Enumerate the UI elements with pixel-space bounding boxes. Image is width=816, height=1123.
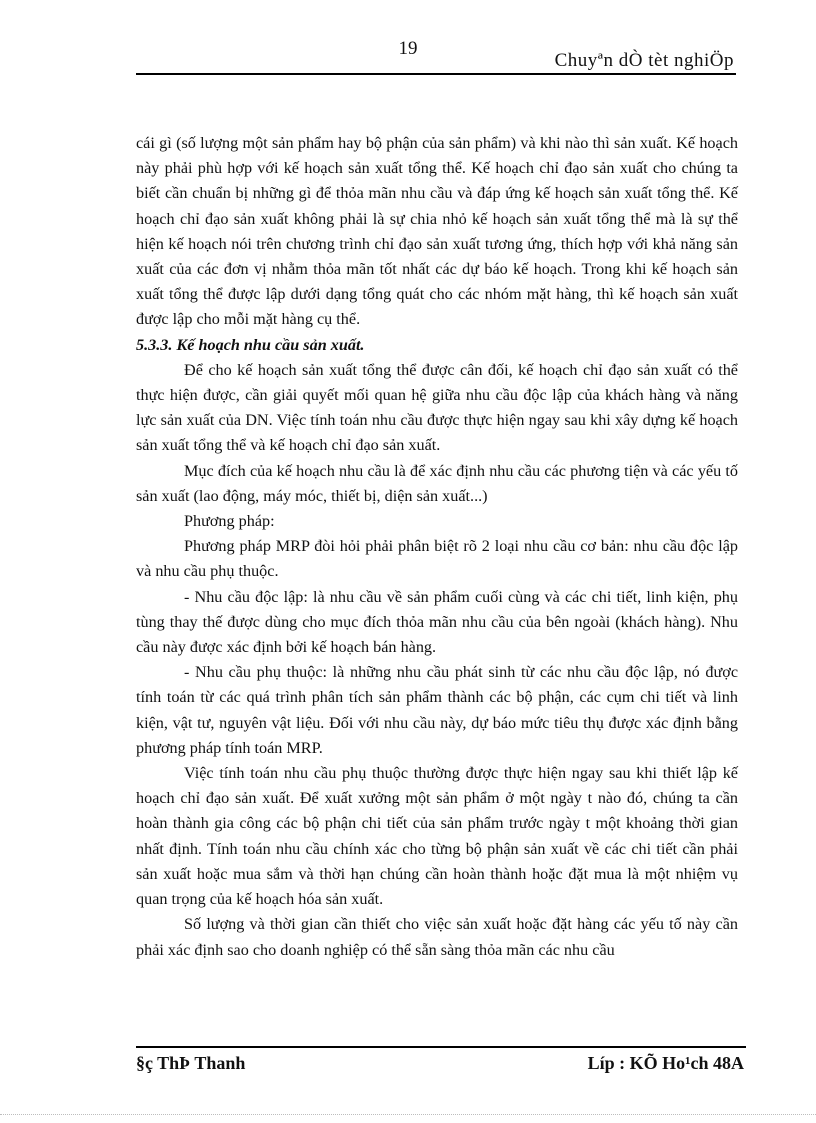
paragraph-4: Phương pháp: [184, 512, 275, 531]
section-heading: 5.3.3. Kế hoạch nhu cầu sản xuất. [136, 335, 365, 354]
document-body [136, 131, 738, 963]
paragraph-2: Để cho kế hoạch sản xuất tổng thể được cân đối, kế hoạch chỉ đạo sản xuất có thể thực hiện được, cần giải quyết mối quan hệ giữa nhu cầu độc lập của khách hàng và năng lực sản xuất của DN. Việc tính toán nhu cầu được thực hiện ngay sau khi xây dựng kế hoạch sản xuất tổng thể và kế hoạch chỉ đạo sản xuất. [136, 360, 738, 455]
footer-author: §ç ThÞ Thanh [136, 1053, 246, 1073]
paragraph-8: Việc tính toán nhu cầu phụ thuộc thường được thực hiện ngay sau khi thiết lập kế hoạch chỉ đạo sản xuất. Để xuất xưởng một sản phẩm ở một ngày t nào đó, chúng ta cần hoàn thành gia công các bộ phận chi tiết của sản phẩm trước ngày t một khoảng thời gian nhất định. Tính toán nhu cầu chính xác cho từng bộ phận sản xuất về các chi tiết cần phải sản xuất hoặc mua sắm và thời hạn chúng cần hoàn thành hoặc đặt mua là một nhiệm vụ quan trọng của kế hoạch hóa sản xuất. [136, 764, 738, 909]
page-bottom-border [0, 1114, 816, 1115]
paragraph-5: Phương pháp MRP đòi hỏi phải phân biệt rõ 2 loại nhu cầu cơ bản: nhu cầu độc lập và nhu cầu phụ thuộc. [136, 537, 738, 581]
paragraph-7: - Nhu cầu phụ thuộc: là những nhu cầu phát sinh từ các nhu cầu độc lập, nó được tính toán từ các quá trình phân tích sản phẩm thành các bộ phận, các cụm chi tiết và linh kiện, vật tư, nguyên vật liệu. Đối với nhu cầu này, dự báo mức tiêu thụ được xác định bằng phương pháp tính toán MRP. [136, 663, 738, 757]
paragraph-1: cái gì (số lượng một sản phẩm hay bộ phận của sản phẩm) và khi nào thì sản xuất. Kế hoạch này phải phù hợp với kế hoạch sản xuất tổng thể. Kế hoạch chỉ đạo sản xuất cho chúng ta biết cần chuẩn bị những gì để thỏa mãn nhu cầu và đáp ứng kế hoạch sản xuất tổng thể. Kế hoạch chỉ đạo sản xuất không phải là sự chia nhỏ kế hoạch sản xuất tổng thể mà là sự thể hiện kế hoạch nói trên chương trình chỉ đạo sản xuất tương ứng, thích hợp với khả năng sản xuất của các đơn vị nhằm thỏa mãn tốt nhất các dự báo kế hoạch. Trong khi kế hoạch sản xuất tổng thể được lập dưới dạng tổng quát cho các nhóm mặt hàng, thì kế hoạch sản xuất được lập cho mỗi mặt hàng cụ thể. [136, 134, 738, 329]
paragraph-3: Mục đích của kế hoạch nhu cầu là để xác định nhu cầu các phương tiện và các yếu tố sản xuất (lao động, máy móc, thiết bị, diện sản xuất...) [136, 461, 738, 505]
footer-divider [136, 1046, 746, 1048]
header-divider [136, 73, 736, 75]
paragraph-9: Số lượng và thời gian cần thiết cho việc sản xuất hoặc đặt hàng các yếu tố này cần phải xác định sao cho doanh nghiệp có thể sẵn sàng thỏa mãn các nhu cầu [136, 915, 738, 959]
paragraph-6: - Nhu cầu độc lập: là nhu cầu về sản phẩm cuối cùng và các chi tiết, linh kiện, phụ tùng thay thế được dùng cho mục đích thỏa mãn nhu cầu của bên ngoài (khách hàng). Nhu cầu này được xác định bởi kế hoạch bán hàng. [136, 587, 738, 657]
page-number: 19 [398, 38, 418, 59]
footer-class: Líp : KÕ Ho¹ch 48A [587, 1053, 744, 1073]
header-title: Chuyªn dÒ tèt nghiÖp [554, 50, 734, 71]
